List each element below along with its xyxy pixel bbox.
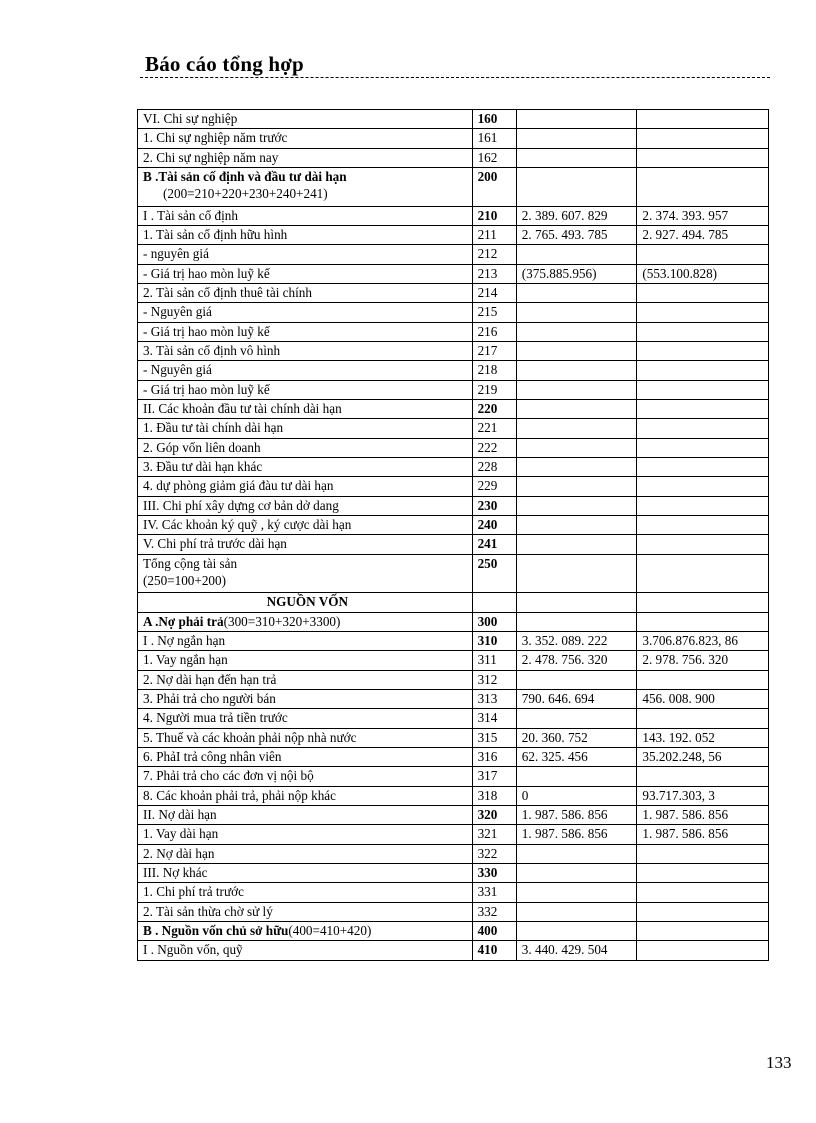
row-value-start-cell <box>516 844 637 863</box>
row-value-end-cell <box>637 709 769 728</box>
row-value-start-cell <box>516 129 637 148</box>
row-value-end-cell <box>637 941 769 960</box>
table-row <box>138 225 769 244</box>
row-label-cell <box>138 612 473 631</box>
row-code-cell: 332 <box>472 902 516 921</box>
table-row <box>138 806 769 825</box>
row-value-end-cell: (553.100.828) <box>637 264 769 283</box>
row-label-cell <box>138 225 473 244</box>
row-label-cell <box>138 535 473 554</box>
row-value-start-cell <box>516 554 637 593</box>
row-label: - Nguyên giá <box>143 362 212 378</box>
row-label-cell <box>138 825 473 844</box>
row-label: VI. Chi sự nghiệp <box>143 111 238 126</box>
row-code-cell: 315 <box>472 728 516 747</box>
row-value-start-cell <box>516 922 637 941</box>
row-label-cell <box>138 438 473 457</box>
row-label-cell <box>138 631 473 650</box>
table-row <box>138 922 769 941</box>
row-code-cell: 215 <box>472 303 516 322</box>
table-row <box>138 303 769 322</box>
row-label-cell <box>138 168 473 207</box>
table-row <box>138 168 769 207</box>
row-value-start-cell <box>516 110 637 129</box>
row-code-cell: 213 <box>472 264 516 283</box>
row-value-end-cell <box>637 438 769 457</box>
table-row <box>138 593 769 612</box>
row-value-end-cell: 93.717.303, 3 <box>637 786 769 805</box>
row-value-start-cell <box>516 168 637 207</box>
row-value-start-cell <box>516 399 637 418</box>
row-label: I . Nợ ngắn hạn <box>143 632 226 648</box>
row-value-end-cell <box>637 361 769 380</box>
row-value-end-cell <box>637 612 769 631</box>
row-label: 5. Thuế và các khoản phải nộp nhà nước <box>143 729 357 745</box>
row-label-cell <box>138 806 473 825</box>
row-label: - Giá trị hao mòn luỹ kế <box>143 323 270 339</box>
row-value-end-cell <box>637 864 769 883</box>
row-label: 1. Chi sự nghiệp năm trước <box>143 130 288 146</box>
row-value-end-cell: 143. 192. 052 <box>637 728 769 747</box>
row-code-cell: 320 <box>472 806 516 825</box>
row-label: 2. Chi sự nghiệp năm nay <box>143 149 279 165</box>
table-row <box>138 941 769 960</box>
table-row <box>138 496 769 515</box>
row-value-end-cell: 2. 374. 393. 957 <box>637 206 769 225</box>
row-label: 1. Vay ngắn hạn <box>143 652 228 668</box>
row-value-start-cell: 0 <box>516 786 637 805</box>
row-label-cell <box>138 941 473 960</box>
table-row <box>138 612 769 631</box>
row-value-start-cell <box>516 496 637 515</box>
row-value-start-cell <box>516 458 637 477</box>
row-label-cell <box>138 554 473 593</box>
table-row <box>138 554 769 593</box>
row-code-cell: 216 <box>472 322 516 341</box>
row-value-start-cell: 3. 440. 429. 504 <box>516 941 637 960</box>
row-label: 4. dự phòng giảm giá đàu tư dài hạn <box>143 478 334 494</box>
row-label-cell <box>138 341 473 360</box>
row-value-start-cell: 62. 325. 456 <box>516 747 637 766</box>
row-code-cell: 313 <box>472 689 516 708</box>
row-code-cell: 160 <box>472 110 516 129</box>
row-value-end-cell <box>637 844 769 863</box>
row-label: V. Chi phí trả trước dài hạn <box>143 536 287 552</box>
row-value-end-cell <box>637 399 769 418</box>
table-row <box>138 535 769 554</box>
row-value-end-cell <box>637 322 769 341</box>
row-code-cell: 219 <box>472 380 516 399</box>
table-row <box>138 206 769 225</box>
row-code-cell: 214 <box>472 283 516 302</box>
table-row <box>138 341 769 360</box>
row-label: III. Chi phí xây dựng cơ bản dở dang <box>143 497 339 513</box>
row-code-cell <box>472 593 516 612</box>
row-code-cell: 312 <box>472 670 516 689</box>
row-value-start-cell <box>516 380 637 399</box>
table-row <box>138 361 769 380</box>
row-value-start-cell <box>516 245 637 264</box>
row-label-cell <box>138 419 473 438</box>
table-row <box>138 689 769 708</box>
row-label: - nguyên giá <box>143 246 209 262</box>
row-label: 2. Tài sản cố định thuê tài chính <box>143 284 312 300</box>
table-row <box>138 825 769 844</box>
table-row <box>138 458 769 477</box>
table-row <box>138 283 769 302</box>
table-row <box>138 883 769 902</box>
table-row <box>138 477 769 496</box>
row-label-cell <box>138 593 473 612</box>
row-label: Tổng cộng tài sản <box>143 555 238 571</box>
row-value-end-cell: 456. 008. 900 <box>637 689 769 708</box>
row-label-cell <box>138 303 473 322</box>
row-label: II. Nợ dài hạn <box>143 807 217 822</box>
row-label: II. Các khoản đầu tư tài chính dài hạn <box>143 400 342 416</box>
row-code-cell: 241 <box>472 535 516 554</box>
row-code-cell: 311 <box>472 651 516 670</box>
row-label: 2. Nợ dài hạn đến hạn trả <box>143 671 277 687</box>
row-label-cell <box>138 380 473 399</box>
table-row <box>138 844 769 863</box>
row-label: 3. Tài sản cố định vô hình <box>143 342 281 358</box>
page-number: 133 <box>766 1053 792 1072</box>
row-label-cell <box>138 709 473 728</box>
row-label: 3. Đầu tư dài hạn khác <box>143 459 263 474</box>
row-value-start-cell <box>516 477 637 496</box>
row-value-end-cell <box>637 168 769 207</box>
table-row <box>138 709 769 728</box>
row-value-start-cell: 2. 765. 493. 785 <box>516 225 637 244</box>
row-label-formula: (250=100+200) <box>143 572 227 588</box>
row-value-end-cell: 35.202.248, 56 <box>637 747 769 766</box>
row-code-cell: 221 <box>472 419 516 438</box>
row-value-end-cell <box>637 148 769 167</box>
row-value-start-cell <box>516 670 637 689</box>
row-value-end-cell <box>637 458 769 477</box>
row-code-cell: 316 <box>472 747 516 766</box>
table-row <box>138 399 769 418</box>
row-code-cell: 318 <box>472 786 516 805</box>
row-label-cell <box>138 767 473 786</box>
table-row <box>138 438 769 457</box>
row-label-cell <box>138 206 473 225</box>
row-label-cell <box>138 399 473 418</box>
row-label: 4. Người mua trả tiền trước <box>143 710 288 726</box>
row-label: 7. Phải trả cho các đơn vị nội bộ <box>143 768 314 784</box>
page-header-title: Báo cáo tổng hợp <box>145 52 304 76</box>
header-dashed-rule <box>140 77 770 78</box>
row-label: 1. Chi phí trả trước <box>143 884 244 900</box>
row-value-start-cell: 2. 478. 756. 320 <box>516 651 637 670</box>
row-label-cell <box>138 283 473 302</box>
row-value-start-cell: 790. 646. 694 <box>516 689 637 708</box>
row-code-cell: 250 <box>472 554 516 593</box>
table-row <box>138 651 769 670</box>
row-value-start-cell <box>516 864 637 883</box>
row-value-start-cell <box>516 341 637 360</box>
row-code-cell: 321 <box>472 825 516 844</box>
row-code-cell: 310 <box>472 631 516 650</box>
row-value-end-cell <box>637 516 769 535</box>
row-code-cell: 228 <box>472 458 516 477</box>
row-label: 2. Tài sản thừa chờ sử lý <box>143 903 273 919</box>
row-label-cell <box>138 129 473 148</box>
row-value-start-cell <box>516 516 637 535</box>
row-label-cell <box>138 245 473 264</box>
row-label: 1. Tài sản cố định hữu hình <box>143 226 288 242</box>
row-value-start-cell <box>516 535 637 554</box>
balance-sheet-body <box>138 110 769 961</box>
row-value-start-cell <box>516 303 637 322</box>
row-label: I . Tài sản cố định <box>143 207 238 223</box>
row-code-cell: 211 <box>472 225 516 244</box>
row-label-cell <box>138 728 473 747</box>
row-label-cell <box>138 747 473 766</box>
row-code-cell: 210 <box>472 206 516 225</box>
row-label: (400=410+420) <box>288 923 372 939</box>
table-row <box>138 264 769 283</box>
row-code-cell: 314 <box>472 709 516 728</box>
row-code-cell: 300 <box>472 612 516 631</box>
table-row <box>138 380 769 399</box>
row-code-cell: 317 <box>472 767 516 786</box>
row-label: - Nguyên giá <box>143 304 212 320</box>
row-value-start-cell: 1. 987. 586. 856 <box>516 825 637 844</box>
row-label-cell <box>138 864 473 883</box>
row-value-end-cell <box>637 129 769 148</box>
row-label-cell <box>138 883 473 902</box>
row-label: 1. Đầu tư tài chính dài hạn <box>143 420 284 436</box>
row-label: B .Tài sản cố định và đầu tư dài hạn <box>143 169 347 185</box>
table-row <box>138 110 769 129</box>
row-value-start-cell <box>516 438 637 457</box>
row-label-bold: B . Nguồn vốn chủ sở hữu <box>143 923 289 939</box>
row-code-cell: 220 <box>472 399 516 418</box>
row-label-formula: (200=210+220+230+240+241) <box>163 186 328 202</box>
table-row <box>138 902 769 921</box>
row-label: - Giá trị hao mòn luỹ kế <box>143 265 270 281</box>
table-row <box>138 864 769 883</box>
row-value-start-cell <box>516 709 637 728</box>
table-row <box>138 747 769 766</box>
row-value-end-cell <box>637 883 769 902</box>
row-code-cell: 230 <box>472 496 516 515</box>
row-code-cell: 400 <box>472 922 516 941</box>
row-label-cell <box>138 322 473 341</box>
row-value-end-cell: 1. 987. 586. 856 <box>637 825 769 844</box>
row-value-start-cell <box>516 322 637 341</box>
row-value-end-cell <box>637 110 769 129</box>
table-row <box>138 245 769 264</box>
row-label: 2. Nợ dài hạn <box>143 845 215 861</box>
row-value-start-cell <box>516 767 637 786</box>
row-value-end-cell <box>637 593 769 612</box>
row-value-start-cell: 20. 360. 752 <box>516 728 637 747</box>
row-value-end-cell: 3.706.876.823, 86 <box>637 631 769 650</box>
row-label: IV. Các khoản ký quỹ , ký cược dài hạn <box>143 517 352 533</box>
row-value-end-cell: 1. 987. 586. 856 <box>637 806 769 825</box>
row-value-end-cell <box>637 554 769 593</box>
row-code-cell: 410 <box>472 941 516 960</box>
row-label-cell <box>138 844 473 863</box>
row-value-start-cell: 2. 389. 607. 829 <box>516 206 637 225</box>
row-value-start-cell: (375.885.956) <box>516 264 637 283</box>
row-label-cell <box>138 361 473 380</box>
row-label-cell <box>138 496 473 515</box>
row-label: 1. Vay dài hạn <box>143 826 219 842</box>
table-row <box>138 728 769 747</box>
row-value-end-cell <box>637 477 769 496</box>
table-row <box>138 631 769 650</box>
row-label: I . Nguồn vốn, quỹ <box>143 942 243 958</box>
row-label: 2. Góp vốn liên doanh <box>143 439 261 455</box>
row-value-start-cell <box>516 612 637 631</box>
row-code-cell: 212 <box>472 245 516 264</box>
row-label-cell <box>138 264 473 283</box>
row-value-start-cell: 1. 987. 586. 856 <box>516 806 637 825</box>
row-code-cell: 222 <box>472 438 516 457</box>
table-row <box>138 148 769 167</box>
row-code-cell: 322 <box>472 844 516 863</box>
balance-sheet-table <box>137 109 769 961</box>
row-label: 8. Các khoản phải trả, phải nộp khác <box>143 787 336 803</box>
row-code-cell: 218 <box>472 361 516 380</box>
row-value-end-cell <box>637 245 769 264</box>
row-value-end-cell <box>637 535 769 554</box>
row-code-cell: 200 <box>472 168 516 207</box>
row-value-start-cell <box>516 148 637 167</box>
row-value-end-cell <box>637 380 769 399</box>
row-code-cell: 229 <box>472 477 516 496</box>
row-value-start-cell <box>516 361 637 380</box>
row-value-start-cell <box>516 593 637 612</box>
row-label-cell <box>138 516 473 535</box>
row-value-end-cell <box>637 303 769 322</box>
row-label-cell <box>138 651 473 670</box>
row-label-bold: A .Nợ phải trả <box>143 613 224 629</box>
row-label: NGUỒN VỐN <box>266 594 349 610</box>
row-label: - Giá trị hao mòn luỹ kế <box>143 381 270 397</box>
row-label-cell <box>138 110 473 129</box>
row-label-cell <box>138 477 473 496</box>
table-row <box>138 670 769 689</box>
row-label-cell <box>138 902 473 921</box>
row-code-cell: 217 <box>472 341 516 360</box>
row-value-end-cell <box>637 922 769 941</box>
row-label-cell <box>138 148 473 167</box>
row-label: 6. PhảI trả công nhân viên <box>143 748 282 764</box>
row-label: III. Nợ khác <box>143 865 208 881</box>
table-row <box>138 322 769 341</box>
row-value-start-cell: 3. 352. 089. 222 <box>516 631 637 650</box>
table-row <box>138 786 769 805</box>
row-value-end-cell <box>637 496 769 515</box>
row-value-end-cell <box>637 902 769 921</box>
row-label-cell <box>138 458 473 477</box>
row-label-cell <box>138 786 473 805</box>
row-value-end-cell <box>637 341 769 360</box>
row-label-cell <box>138 922 473 941</box>
row-value-start-cell <box>516 419 637 438</box>
row-code-cell: 161 <box>472 129 516 148</box>
table-row <box>138 767 769 786</box>
row-label: (300=310+320+3300) <box>223 613 341 629</box>
table-row <box>138 129 769 148</box>
row-code-cell: 331 <box>472 883 516 902</box>
row-value-start-cell <box>516 283 637 302</box>
row-value-end-cell <box>637 670 769 689</box>
row-label-cell <box>138 689 473 708</box>
row-code-cell: 240 <box>472 516 516 535</box>
row-value-end-cell <box>637 767 769 786</box>
row-label: 3. Phải trả cho người bán <box>143 690 276 706</box>
row-label-cell <box>138 670 473 689</box>
row-code-cell: 162 <box>472 148 516 167</box>
row-value-start-cell <box>516 883 637 902</box>
table-row <box>138 516 769 535</box>
row-value-end-cell: 2. 978. 756. 320 <box>637 651 769 670</box>
row-value-end-cell <box>637 419 769 438</box>
row-value-end-cell: 2. 927. 494. 785 <box>637 225 769 244</box>
row-value-start-cell <box>516 902 637 921</box>
row-code-cell: 330 <box>472 864 516 883</box>
row-value-end-cell <box>637 283 769 302</box>
table-row <box>138 419 769 438</box>
